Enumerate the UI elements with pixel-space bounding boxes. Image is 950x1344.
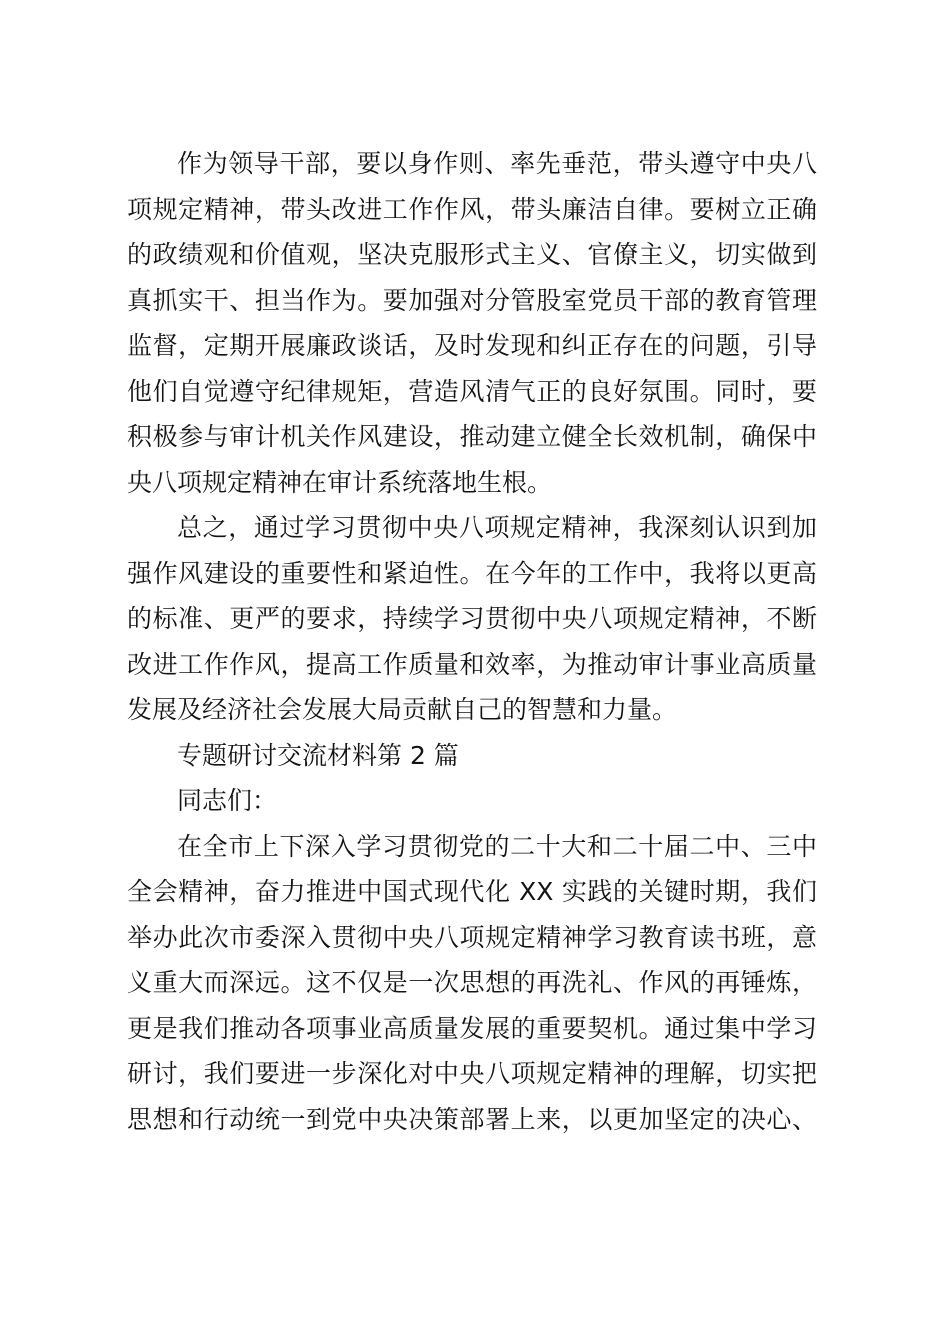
- salutation: 同志们：: [177, 786, 278, 815]
- paragraph-line: 监督，定期开展廉政谈话，及时发现和纠正存在的问题，引导: [127, 331, 817, 360]
- paragraph-line: 央八项规定精神在审计系统落地生根。: [127, 467, 553, 497]
- paragraph-line: 义重大而深远。这不仅是一次思想的再洗礼、作风的再锤炼，: [127, 968, 817, 997]
- paragraph-line: 强作风建设的重要性和紧迫性。在今年的工作中，我将以更高: [127, 558, 817, 588]
- paragraph-line: 研讨，我们要进一步深化对中央八项规定精神的理解，切实把: [127, 1059, 817, 1088]
- paragraph-line: 积极参与审计机关作风建设，推动建立健全长效机制，确保中: [127, 422, 817, 451]
- document-body: [127, 141, 817, 1142]
- paragraph-line: 的政绩观和价值观，坚决克服形式主义、官僚主义，切实做到: [127, 240, 817, 269]
- paragraph-line: 发展及经济社会发展大局贡献自己的智慧和力量。: [127, 695, 678, 724]
- section-heading: 专题研讨交流材料第 2 篇: [177, 740, 459, 770]
- paragraph-line: 项规定精神，带头改进工作作风，带头廉洁自律。要树立正确: [127, 194, 817, 224]
- paragraph-line: 他们自觉遵守纪律规矩，营造风清气正的良好氛围。同时，要: [127, 376, 817, 406]
- paragraph-line: 思想和行动统一到党中央决策部署上来，以更加坚定的决心、: [127, 1104, 817, 1134]
- paragraph-line: 真抓实干、担当作为。要加强对分管股室党员干部的教育管理: [127, 285, 817, 315]
- paragraph-line: 全会精神，奋力推进中国式现代化 XX 实践的关键时期，我们: [127, 877, 817, 906]
- paragraph-line: 更是我们推动各项事业高质量发展的重要契机。通过集中学习: [127, 1013, 817, 1043]
- paragraph-line: 举办此次市委深入贯彻中央八项规定精神学习教育读书班，意: [127, 922, 817, 952]
- paragraph-line: 总之，通过学习贯彻中央八项规定精神，我深刻认识到加: [177, 513, 817, 542]
- paragraph-line: 改进工作作风，提高工作质量和效率，为推动审计事业高质量: [127, 649, 817, 679]
- paragraph-line: 的标准、更严的要求，持续学习贯彻中央八项规定精神，不断: [127, 604, 817, 633]
- paragraph-line: 在全市上下深入学习贯彻党的二十大和二十届二中、三中: [177, 831, 817, 861]
- paragraph-line: 作为领导干部，要以身作则、率先垂范，带头遵守中央八: [177, 149, 817, 178]
